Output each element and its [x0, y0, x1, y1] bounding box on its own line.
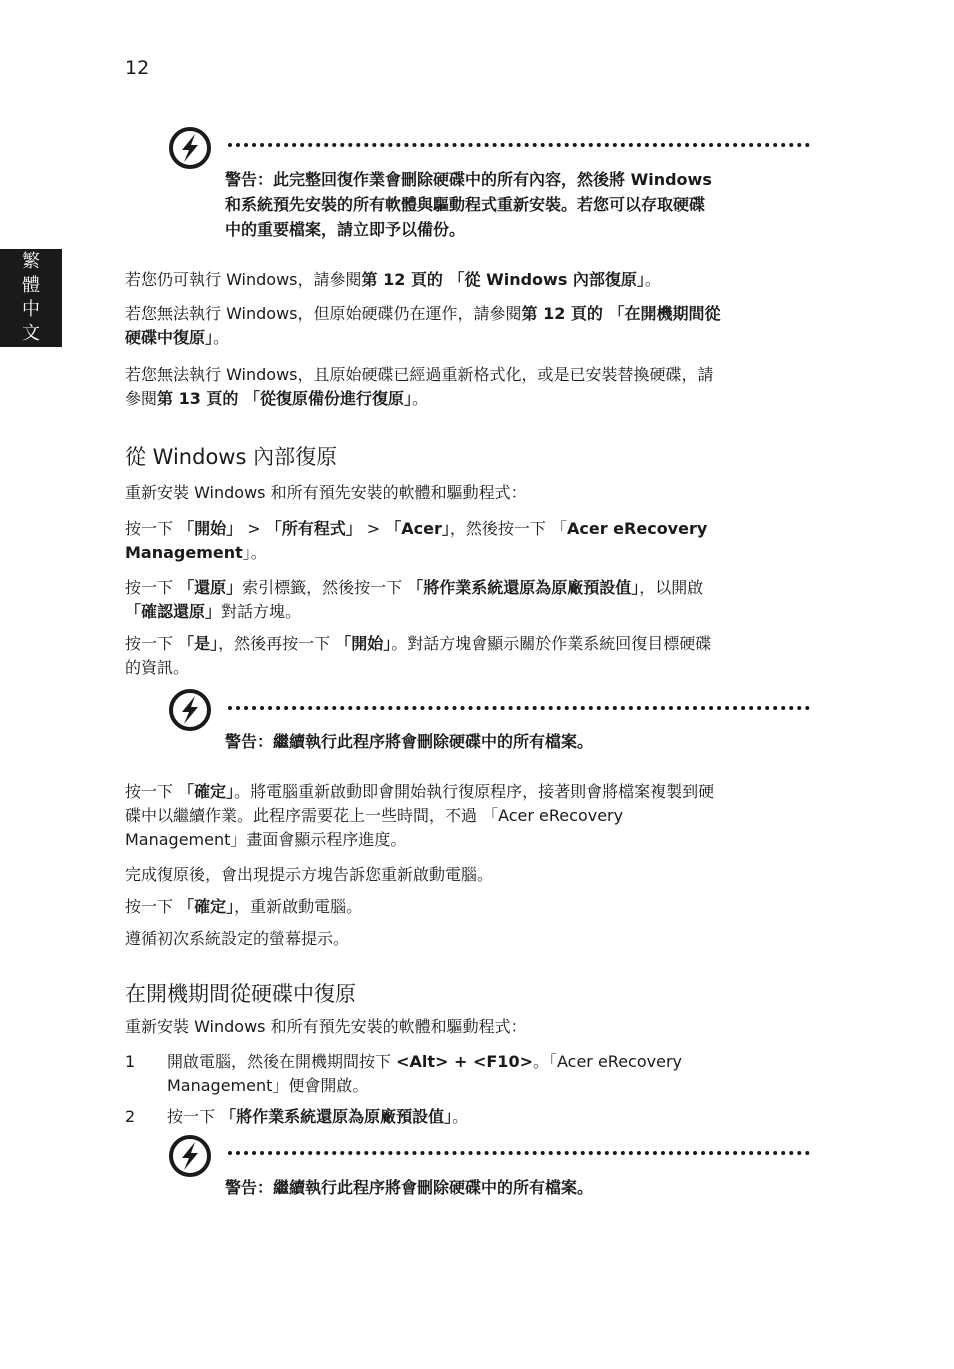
- section-heading: 從 Windows 內部復原: [125, 445, 338, 469]
- language-side-tab: [0, 249, 62, 347]
- warning-divider: [228, 1151, 810, 1155]
- paragraph: 重新安裝 Windows 和所有預先安裝的軟體和驅動程式：: [125, 483, 527, 502]
- paragraph: 遵循初次系統設定的螢幕提示。: [125, 929, 350, 948]
- warning-divider: [228, 706, 810, 710]
- paragraph: 按一下 「確定」。將電腦重新啟動即會開始執行復原程序，接著則會將檔案複製到硬 碟中以繼續作業。此程序需要花上一些時間，不過 「Acer eRecovery Management」畫面會顯示程序進度。: [125, 782, 715, 849]
- paragraph: 按一下 「是」，然後再按一下 「開始」。對話方塊會顯示關於作業系統回復目標硬碟 的資訊。: [125, 634, 712, 677]
- warning-lightning-icon: [168, 1134, 212, 1178]
- section-heading: 在開機期間從硬碟中復原: [125, 982, 356, 1006]
- list-item: 開啟電腦，然後在開機期間按下 <Alt> + <F10>。「Acer eRecovery Management」便會開啟。: [167, 1052, 682, 1095]
- cross-reference[interactable]: 第 12 頁的 「從 Windows 內部復原」: [361, 270, 645, 289]
- side-tab-char: 繁: [22, 251, 40, 272]
- cross-reference[interactable]: 硬碟中復原」: [125, 328, 214, 347]
- paragraph: 完成復原後，會出現提示方塊告訴您重新啟動電腦。: [125, 865, 494, 884]
- side-tab-char: 中: [22, 299, 40, 320]
- warning-lightning-icon: [168, 126, 212, 170]
- paragraph: 重新安裝 Windows 和所有預先安裝的軟體和驅動程式：: [125, 1017, 527, 1036]
- paragraph: 若您無法執行 Windows，且原始硬碟已經過重新格式化，或是已安裝替換硬碟，請 參閱第 13 頁的 「從復原備份進行復原」。: [125, 365, 714, 408]
- side-tab-char: 體: [22, 275, 40, 296]
- cross-reference[interactable]: 第 12 頁的 「在開機期間從: [521, 304, 721, 323]
- paragraph: 若您無法執行 Windows，但原始硬碟仍在運作，請參閱第 12 頁的 「在開機期間從 硬碟中復原」。: [125, 304, 721, 347]
- paragraph: 按一下 「開始」 > 「所有程式」 > 「Acer」，然後按一下 「Acer eRecovery Management」。: [125, 519, 708, 562]
- warning-text: 警告：繼續執行此程序將會刪除硬碟中的所有檔案。: [225, 1178, 594, 1197]
- cross-reference[interactable]: 第 13 頁的 「從復原備份進行復原」: [157, 389, 412, 408]
- side-tab-char: 文: [22, 323, 40, 344]
- warning-text: 警告：此完整回復作業會刪除硬碟中的所有內容，然後將 Windows 和系統預先安裝的所有軟體與驅動程式重新安裝。若您可以存取硬碟 中的重要檔案，請立即予以備份。: [225, 170, 712, 239]
- list-number: 2: [125, 1107, 136, 1126]
- warning-lightning-icon: [168, 688, 212, 732]
- list-number: 1: [125, 1052, 136, 1071]
- paragraph: 若您仍可執行 Windows，請參閱第 12 頁的 「從 Windows 內部復原」。: [125, 270, 661, 289]
- paragraph: 按一下 「還原」索引標籤，然後按一下 「將作業系統還原為原廠預設值」，以開啟 「確認還原」對話方塊。: [125, 578, 704, 621]
- page-number: 12: [125, 57, 150, 79]
- warning-text: 警告：繼續執行此程序將會刪除硬碟中的所有檔案。: [225, 732, 594, 751]
- warning-divider: [228, 143, 810, 147]
- list-item: 按一下 「將作業系統還原為原廠預設值」。: [167, 1107, 469, 1126]
- paragraph: 按一下 「確定」，重新啟動電腦。: [125, 897, 363, 916]
